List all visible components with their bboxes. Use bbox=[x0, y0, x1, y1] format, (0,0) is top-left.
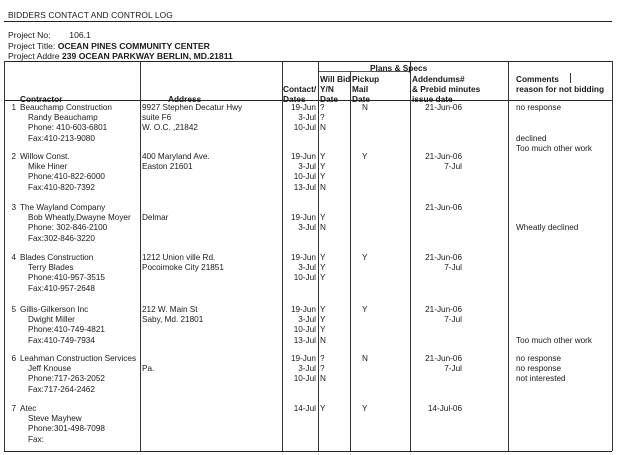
will-bid-flag: Y bbox=[320, 325, 326, 335]
addendum-date: 21-Jun-06 bbox=[425, 354, 462, 363]
will-bid-flag: N bbox=[320, 335, 326, 345]
project-address-line bbox=[8, 51, 233, 61]
contact-date: 3-Jul bbox=[298, 263, 316, 273]
contractor-detail: Steve Mayhew bbox=[28, 414, 82, 424]
col-head-comments-1: Comments bbox=[516, 74, 559, 84]
contractor-detail: Phone:410-957-3515 bbox=[28, 273, 105, 283]
address-line: suite F6 bbox=[142, 113, 172, 123]
contractor-detail: Fax:410-749-7934 bbox=[28, 335, 95, 345]
contact-date: 3-Jul bbox=[298, 315, 316, 325]
address-line: 212 W. Main St bbox=[142, 305, 198, 314]
contact-date: 19-Jun bbox=[290, 103, 316, 112]
table-top-rule bbox=[4, 61, 612, 62]
will-bid-flag: N bbox=[320, 374, 326, 384]
contact-date: 3-Jul bbox=[298, 364, 316, 374]
addendum-date: 7-Jul bbox=[444, 162, 462, 172]
pickup-flag: Y bbox=[362, 305, 368, 314]
will-bid-flag: ? bbox=[320, 364, 325, 374]
col-head-addendums-3: issue date bbox=[412, 94, 453, 104]
contact-date: 19-Jun bbox=[290, 152, 316, 161]
contact-date: 19-Jun bbox=[290, 253, 316, 262]
addendum-date: 21-Jun-06 bbox=[425, 152, 462, 161]
comment-line: Too much other work bbox=[516, 335, 592, 345]
contact-date: 19-Jun bbox=[290, 305, 316, 314]
contractor-detail: Fax:410-820-7392 bbox=[28, 182, 95, 192]
col-head-pickup-1: Pickup bbox=[352, 74, 380, 84]
contact-date: 13-Jul bbox=[293, 335, 316, 345]
contractor-detail: Fax:410-213-9080 bbox=[28, 133, 95, 143]
will-bid-flag: Y bbox=[320, 253, 326, 262]
address-line: Saby, Md. 21801 bbox=[142, 315, 204, 325]
row-number: 1 bbox=[11, 103, 16, 112]
contractor-name: Leahman Construction Services bbox=[20, 354, 137, 363]
addendum-date: 7-Jul bbox=[444, 315, 462, 325]
addendum-date: 21-Jun-06 bbox=[425, 203, 462, 212]
project-no-value: 106.1 bbox=[69, 30, 91, 40]
bidders-log-sheet bbox=[4, 8, 612, 451]
row-number: 7 bbox=[11, 404, 16, 413]
addendum-date: 21-Jun-06 bbox=[425, 253, 462, 262]
contact-date: 10-Jul bbox=[293, 172, 316, 182]
contractor-detail: Fax: bbox=[28, 434, 44, 444]
will-bid-flag: N bbox=[320, 223, 326, 233]
text-cursor bbox=[570, 73, 571, 83]
row-number: 4 bbox=[11, 253, 16, 262]
contractor-name: Gillis-Gilkerson Inc bbox=[20, 305, 89, 314]
project-address-label: Project Addre bbox=[8, 51, 60, 61]
contractor-detail: Bob Wheatly,Dwayne Moyer bbox=[28, 213, 131, 223]
contractor-name: Atec bbox=[20, 404, 37, 413]
project-title-line bbox=[8, 41, 210, 51]
comment-line: Wheatly declined bbox=[516, 223, 579, 233]
address-line: Delmar bbox=[142, 213, 169, 223]
will-bid-flag: Y bbox=[320, 273, 326, 283]
col-head-pickup-3: Date bbox=[352, 94, 370, 104]
project-no-label: Project No: bbox=[8, 30, 51, 40]
pickup-flag: Y bbox=[362, 253, 368, 262]
address-line: 9927 Stephen Decatur Hwy bbox=[142, 103, 243, 112]
addendum-date: 14-Jul-06 bbox=[427, 404, 462, 413]
addendum-date: 7-Jul bbox=[444, 263, 462, 273]
col-rule-comments bbox=[508, 61, 509, 451]
col-rule-right bbox=[612, 61, 613, 451]
comment-line: not interested bbox=[516, 374, 566, 384]
will-bid-flag: Y bbox=[320, 213, 326, 223]
address-line: Pa. bbox=[142, 364, 155, 374]
pickup-flag: Y bbox=[362, 404, 368, 413]
will-bid-flag: Y bbox=[320, 404, 326, 413]
comment-line: declined bbox=[516, 133, 547, 143]
pickup-flag: N bbox=[362, 103, 368, 112]
col-head-contact-1: Contact/ bbox=[283, 84, 317, 94]
contractor-detail: Phone: 302-846-2100 bbox=[28, 223, 108, 233]
col-head-addendums-2: & Prebid minutes bbox=[412, 84, 481, 94]
contractor-detail: Mike Hiner bbox=[28, 162, 68, 172]
contact-date: 3-Jul bbox=[298, 113, 316, 123]
contact-date: 10-Jul bbox=[293, 123, 316, 133]
contractor-detail: Jeff Knouse bbox=[28, 364, 72, 374]
project-title-value: OCEAN PINES COMMUNITY CENTER bbox=[57, 41, 210, 51]
contractor-detail: Phone: 410-603-6801 bbox=[28, 123, 108, 133]
col-head-address: Address bbox=[168, 94, 202, 104]
contact-date: 3-Jul bbox=[298, 162, 316, 172]
contact-date: 10-Jul bbox=[293, 273, 316, 283]
contact-date: 10-Jul bbox=[293, 325, 316, 335]
col-rule-pickup bbox=[350, 71, 351, 451]
row-number: 3 bbox=[11, 203, 16, 212]
contractor-detail: Randy Beauchamp bbox=[28, 113, 98, 123]
contact-date: 13-Jul bbox=[293, 182, 316, 192]
col-head-plans-specs: Plans & Specs bbox=[370, 63, 428, 73]
address-line: Pocoimoke City 21851 bbox=[142, 263, 224, 273]
contractor-detail: Fax:717-264-2462 bbox=[28, 384, 95, 394]
will-bid-flag: N bbox=[320, 182, 326, 192]
pickup-flag: N bbox=[362, 354, 368, 363]
contractor-name: Blades Construction bbox=[20, 253, 94, 262]
project-address-value: 239 OCEAN PARKWAY BERLIN, MD.21811 bbox=[61, 51, 233, 61]
col-head-contact-2: Dates bbox=[283, 94, 306, 104]
contact-date: 3-Jul bbox=[298, 223, 316, 233]
will-bid-flag: Y bbox=[320, 152, 326, 161]
col-head-willbid-1: Will Bid bbox=[320, 74, 351, 84]
addendum-date: 21-Jun-06 bbox=[425, 103, 462, 112]
col-head-willbid-2: Y/N bbox=[320, 84, 334, 94]
title-underline bbox=[4, 21, 612, 22]
contractor-detail: Phone:717-263-2052 bbox=[28, 374, 105, 384]
will-bid-flag: ? bbox=[320, 354, 325, 363]
comment-line: Too much other work bbox=[516, 143, 592, 153]
contractor-detail: Phone:301-498-7098 bbox=[28, 424, 105, 434]
will-bid-flag: N bbox=[320, 123, 326, 133]
contact-date: 19-Jun bbox=[290, 354, 316, 363]
addendum-date: 7-Jul bbox=[444, 364, 462, 374]
col-head-pickup-2: Mail bbox=[352, 84, 369, 94]
address-line: 400 Maryland Ave. bbox=[142, 152, 210, 161]
pickup-flag: Y bbox=[362, 152, 368, 161]
contact-date: 14-Jul bbox=[293, 404, 316, 413]
row-number: 5 bbox=[11, 305, 16, 314]
will-bid-flag: Y bbox=[320, 315, 326, 325]
col-head-comments-2: reason for not bidding bbox=[516, 84, 605, 94]
col-head-willbid-3: Date bbox=[320, 94, 338, 104]
contractor-detail: Phone:410-749-4821 bbox=[28, 325, 105, 335]
address-line: 1212 Union ville Rd. bbox=[142, 253, 216, 262]
will-bid-flag: Y bbox=[320, 172, 326, 182]
contractor-name: The Wayland Company bbox=[20, 203, 106, 212]
will-bid-flag: ? bbox=[320, 103, 325, 112]
addendum-date: 21-Jun-06 bbox=[425, 305, 462, 314]
contact-date: 19-Jun bbox=[290, 213, 316, 223]
col-rule-willbid bbox=[318, 61, 319, 451]
will-bid-flag: Y bbox=[320, 162, 326, 172]
col-head-addendums-1: Addendums# bbox=[412, 74, 465, 84]
will-bid-flag: Y bbox=[320, 305, 326, 314]
contact-date: 10-Jul bbox=[293, 374, 316, 384]
contractor-name: Willow Const. bbox=[20, 152, 70, 161]
comment-line: no response bbox=[516, 364, 562, 374]
address-line: Easton 21601 bbox=[142, 162, 193, 172]
project-title-label: Project Title: bbox=[8, 41, 56, 51]
contractor-detail: Fax:410-957-2648 bbox=[28, 283, 95, 293]
contractor-detail: Terry Blades bbox=[28, 263, 74, 273]
log-title: BIDDERS CONTACT AND CONTROL LOG bbox=[8, 10, 173, 20]
contractor-detail: Dwight Miller bbox=[28, 315, 75, 325]
comment-line: no response bbox=[516, 354, 562, 363]
address-line: W. O.C. ,21842 bbox=[142, 123, 198, 133]
contractor-detail: Fax:302-846-3220 bbox=[28, 233, 95, 243]
row-number: 2 bbox=[11, 152, 16, 161]
project-no-line bbox=[8, 30, 91, 40]
comment-line: no response bbox=[516, 103, 562, 112]
will-bid-flag: Y bbox=[320, 263, 326, 273]
contractor-detail: Phone:410-822-6000 bbox=[28, 172, 105, 182]
will-bid-flag: ? bbox=[320, 113, 325, 123]
contractor-name: Beauchamp Construction bbox=[20, 103, 112, 112]
table-bottom-rule bbox=[4, 451, 612, 452]
row-number: 6 bbox=[11, 354, 16, 363]
col-head-contractor: Contractor bbox=[20, 94, 63, 104]
